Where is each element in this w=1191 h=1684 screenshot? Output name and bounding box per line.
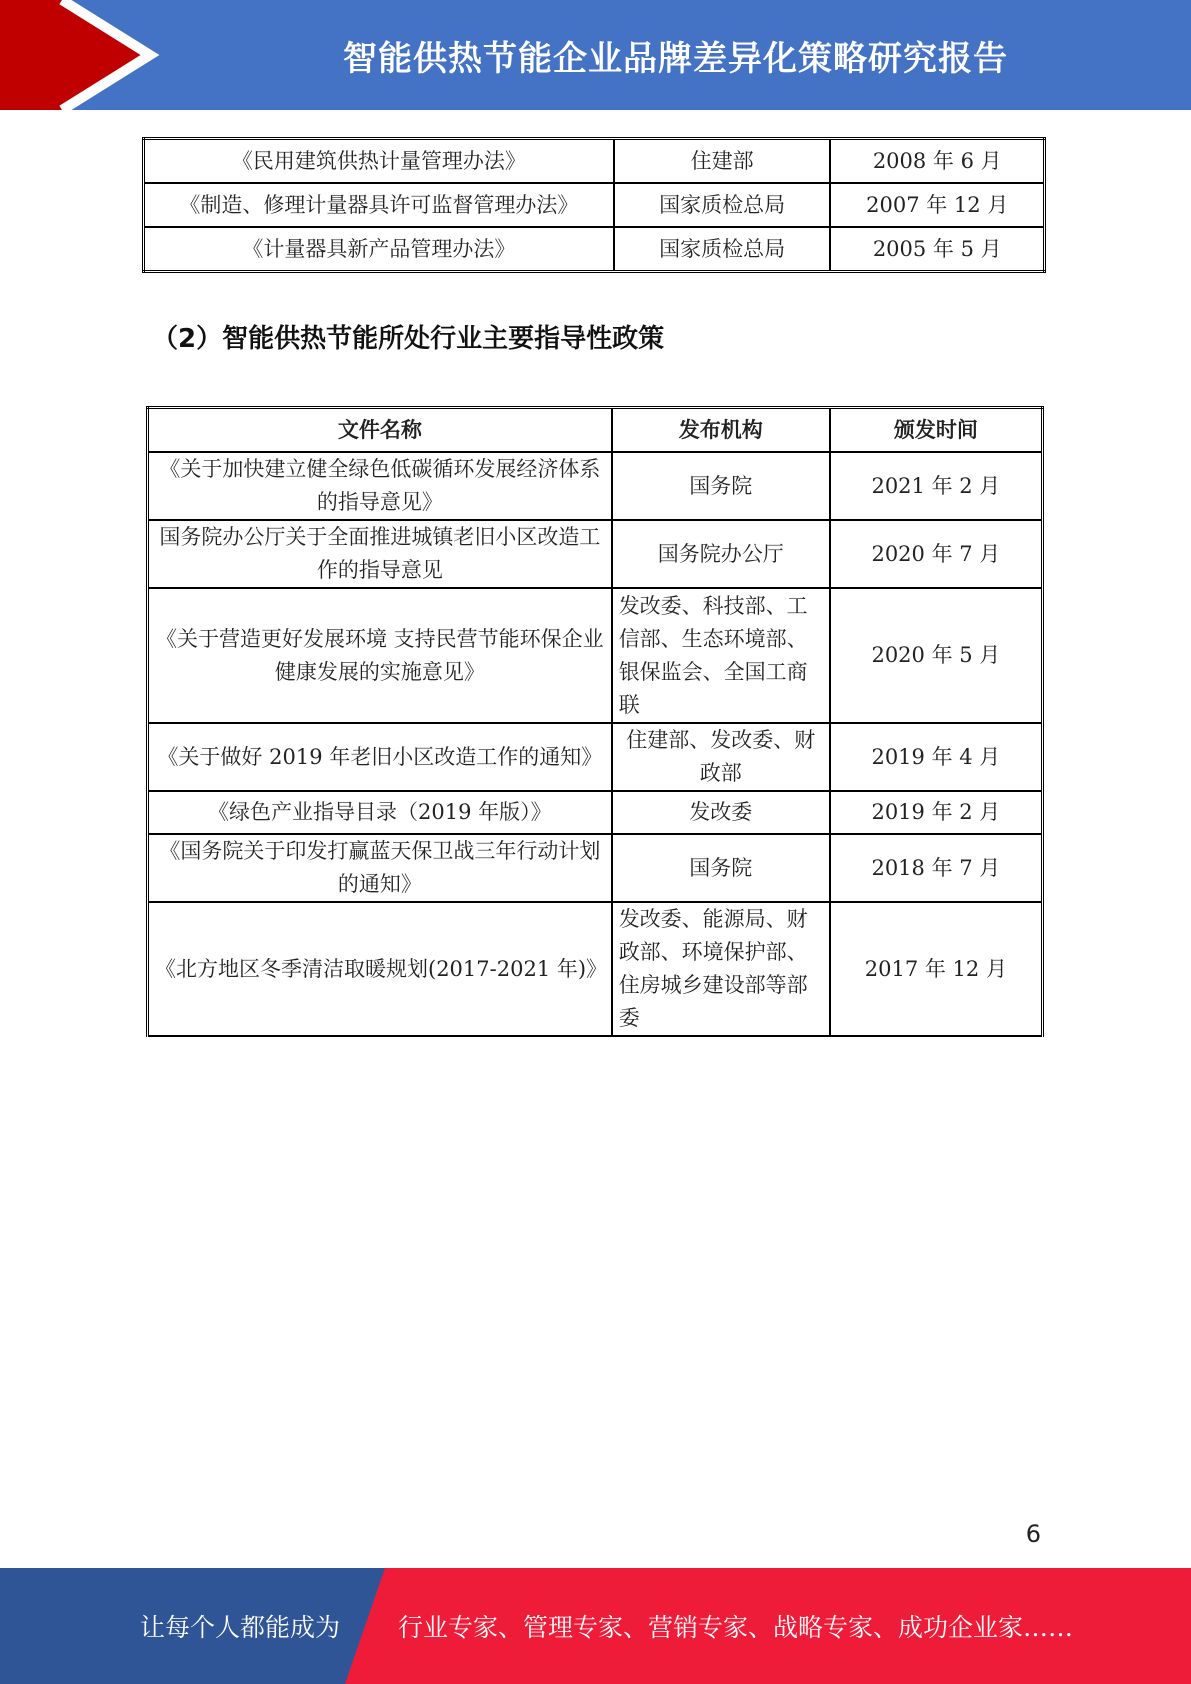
table-cell-date: 2007 年 12 月 [830, 183, 1044, 227]
section-heading: （2）智能供热节能所处行业主要指导性政策 [152, 324, 665, 354]
table-cell-document: 国务院办公厅关于全面推进城镇老旧小区改造工作的指导意见 [148, 520, 612, 588]
page-number: 6 [1025, 1520, 1041, 1548]
table-cell-date: 2020 年 7 月 [830, 520, 1043, 588]
page-header [0, 0, 1191, 110]
table-cell-issuer: 住建部、发改委、财政部 [612, 723, 830, 791]
table-cell-document: 《绿色产业指导目录（2019 年版）》 [148, 791, 612, 834]
table-row [148, 902, 1043, 1036]
table-cell-issuer: 国家质检总局 [614, 183, 831, 227]
table-cell-issuer: 国务院办公厅 [612, 520, 830, 588]
table-cell-issuer: 国务院 [612, 452, 830, 520]
table-cell-issuer: 住建部 [614, 139, 831, 184]
table-header-row [148, 408, 1043, 453]
regulations-table-continued [142, 137, 1046, 273]
table-row [148, 791, 1043, 834]
table-row [144, 227, 1045, 272]
table-cell-date: 2017 年 12 月 [830, 902, 1043, 1036]
table-cell-date: 2019 年 4 月 [830, 723, 1043, 791]
table-cell-date: 2008 年 6 月 [830, 139, 1044, 184]
table-cell-document: 《国务院关于印发打赢蓝天保卫战三年行动计划的通知》 [148, 834, 612, 902]
table-cell-issuer: 发改委、科技部、工信部、生态环境部、银保监会、全国工商联 [612, 588, 830, 723]
table-row [148, 452, 1043, 520]
table-row [148, 834, 1043, 902]
footer-slogan-right: 行业专家、管理专家、营销专家、战略专家、成功企业家…… [398, 1613, 1074, 1642]
table-cell-document: 《民用建筑供热计量管理办法》 [144, 139, 614, 184]
table-row [148, 520, 1043, 588]
table-cell-date: 2020 年 5 月 [830, 588, 1043, 723]
table-row [144, 139, 1045, 184]
column-header-date: 颁发时间 [830, 408, 1043, 453]
table-cell-document: 《北方地区冬季清洁取暖规划(2017-2021 年)》 [148, 902, 612, 1036]
table-cell-date: 2019 年 2 月 [830, 791, 1043, 834]
header-title: 智能供热节能企业品牌差异化策略研究报告 [343, 38, 1008, 79]
table-row [148, 588, 1043, 723]
column-header-issuer: 发布机构 [612, 408, 830, 453]
table-cell-issuer: 国务院 [612, 834, 830, 902]
table-cell-issuer: 发改委 [612, 791, 830, 834]
table-cell-date: 2005 年 5 月 [830, 227, 1044, 272]
table-cell-issuer: 发改委、能源局、财政部、环境保护部、住房城乡建设部等部委 [612, 902, 830, 1036]
guiding-policies-table [146, 406, 1044, 1037]
column-header-document: 文件名称 [148, 408, 612, 453]
footer-slogan-left: 让每个人都能成为 [140, 1613, 341, 1642]
table-cell-date: 2018 年 7 月 [830, 834, 1043, 902]
table-cell-document: 《关于加快建立健全绿色低碳循环发展经济体系的指导意见》 [148, 452, 612, 520]
table-row [144, 183, 1045, 227]
table-cell-document: 《关于做好 2019 年老旧小区改造工作的通知》 [148, 723, 612, 791]
table-cell-document: 《关于营造更好发展环境 支持民营节能环保企业健康发展的实施意见》 [148, 588, 612, 723]
table-cell-document: 《计量器具新产品管理办法》 [144, 227, 614, 272]
table-cell-document: 《制造、修理计量器具许可监督管理办法》 [144, 183, 614, 227]
page-footer [0, 1568, 1191, 1684]
table-row [148, 723, 1043, 791]
table-cell-date: 2021 年 2 月 [830, 452, 1043, 520]
table-cell-issuer: 国家质检总局 [614, 227, 831, 272]
